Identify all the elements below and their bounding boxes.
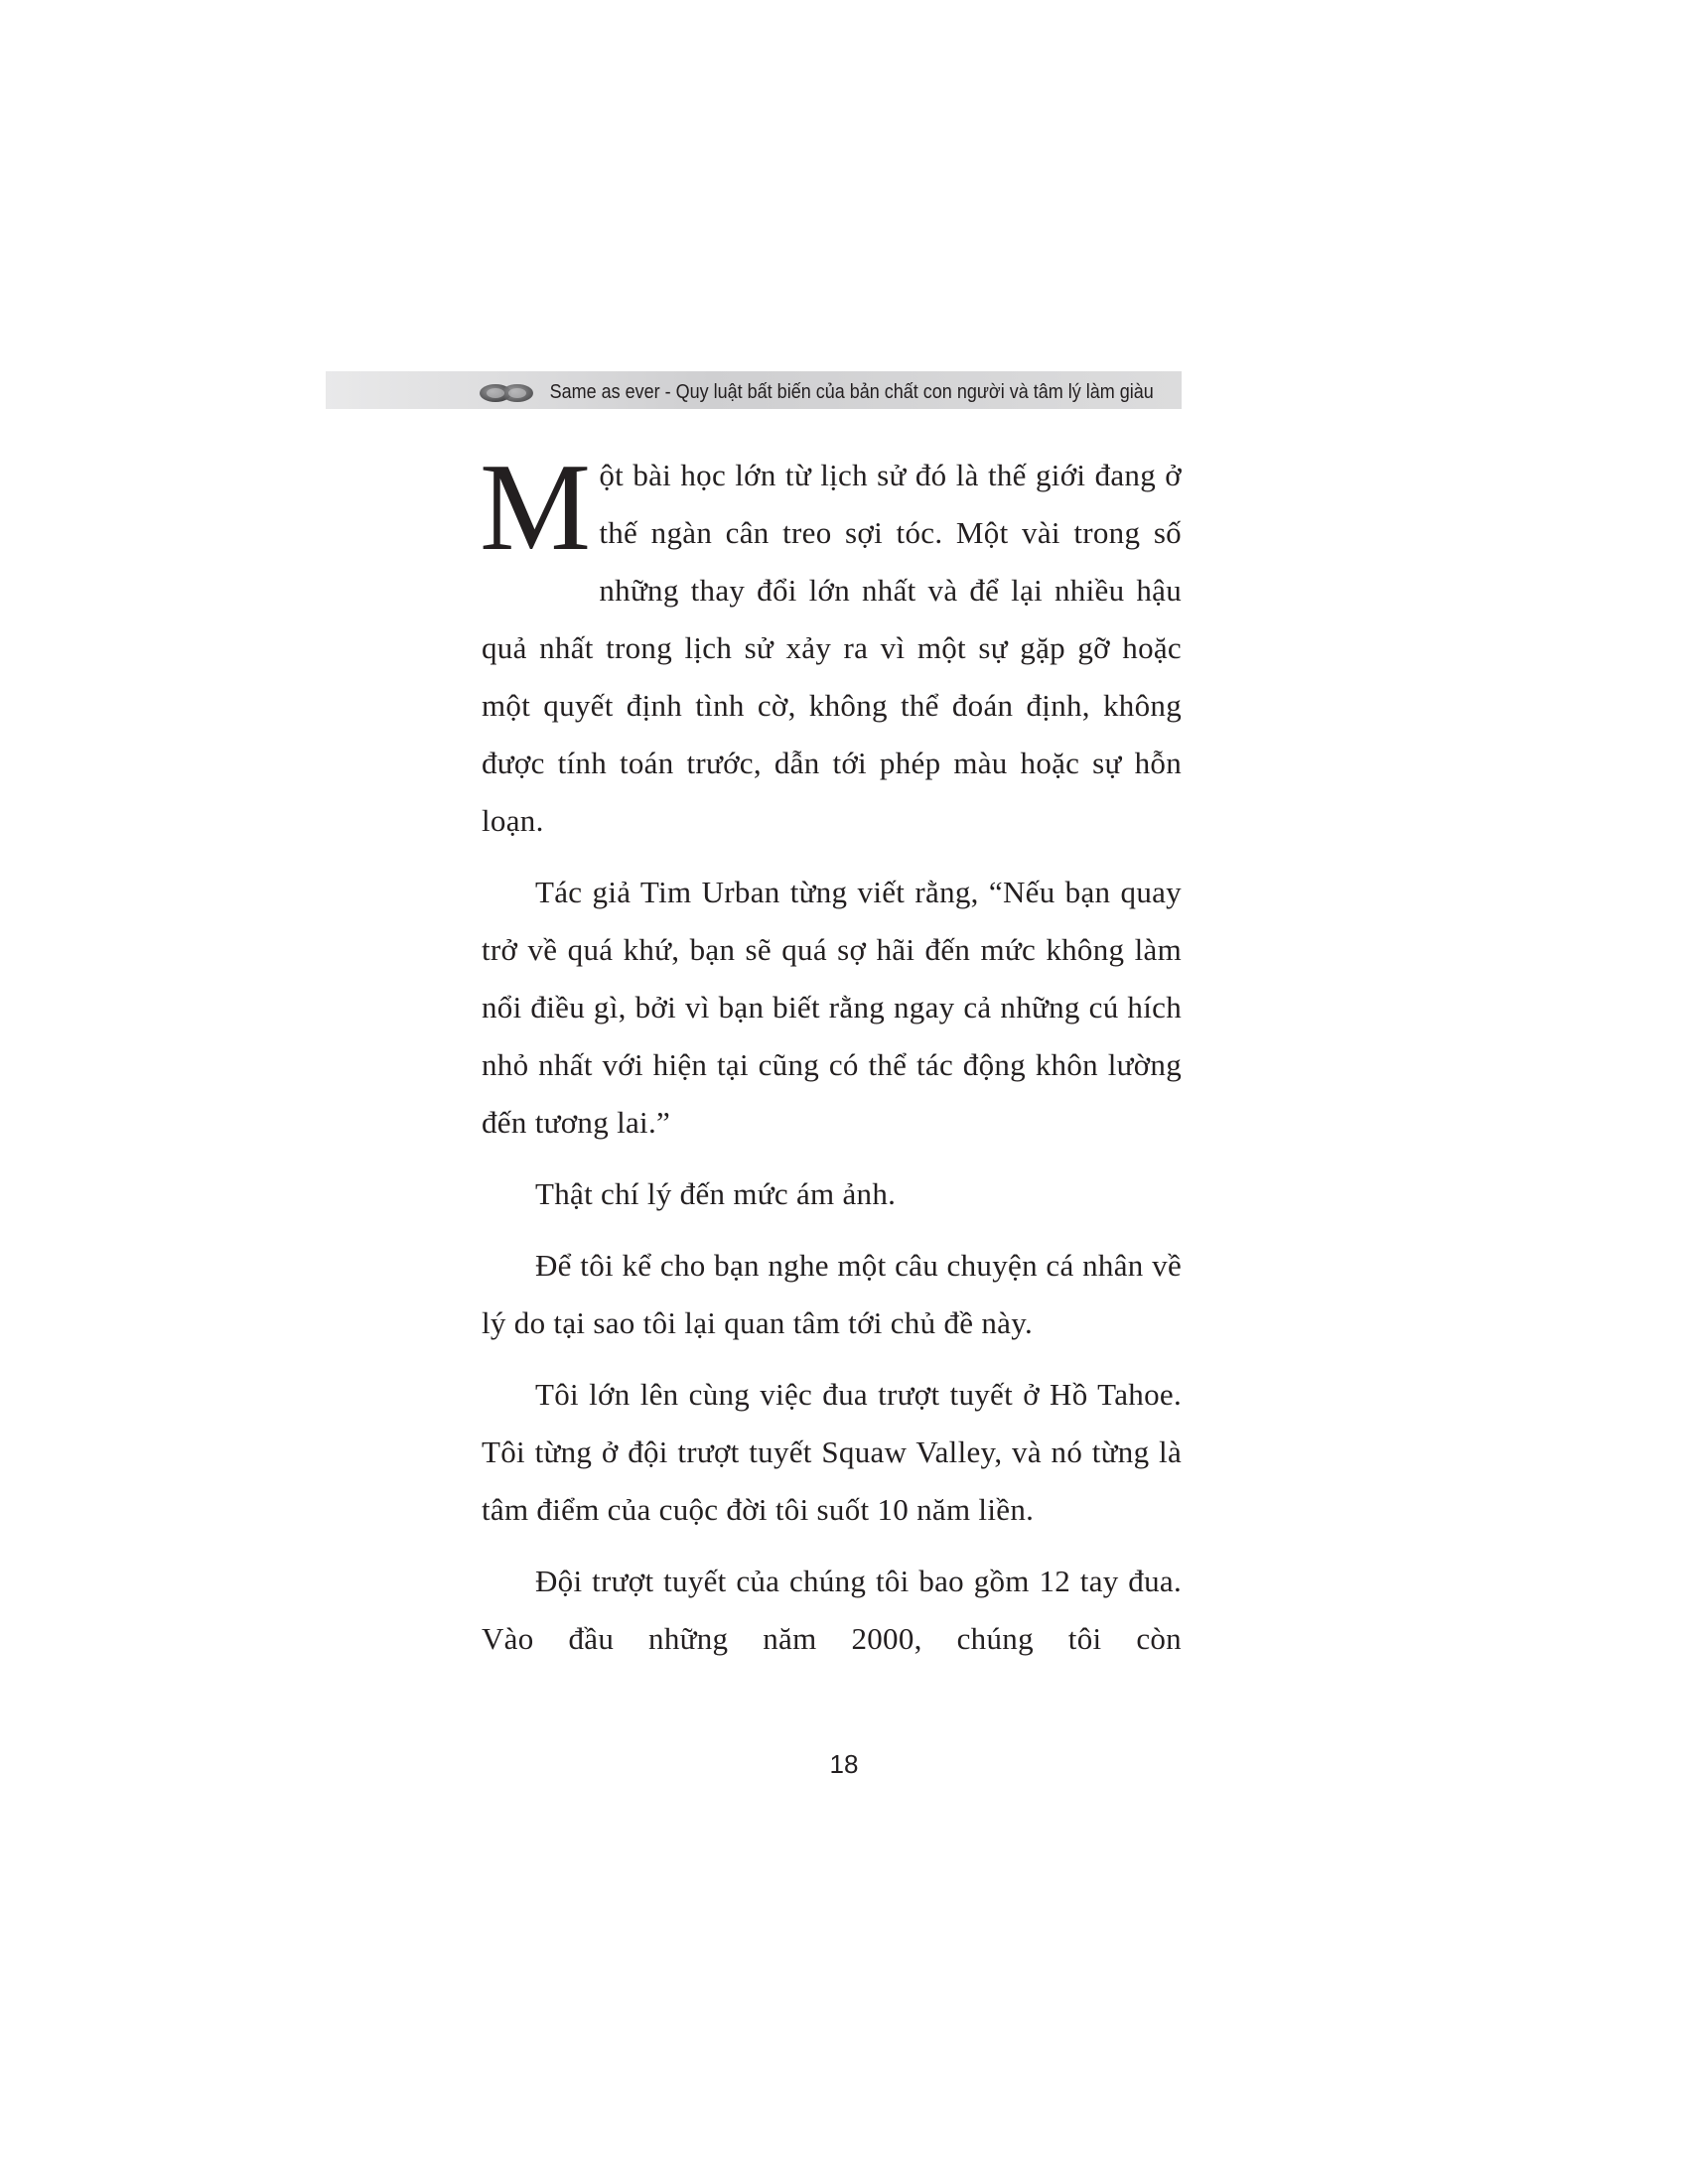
- paragraph: Tôi lớn lên cùng việc đua trượt tuyết ở Hồ Tahoe. Tôi từng ở đội trượt tuyết Squaw Valley, và nó từng là tâm điểm của cuộc đời tôi suốt 10 năm liền.: [482, 1377, 1182, 1527]
- paragraph: Tác giả Tim Urban từng viết rằng, “Nếu bạn quay trở về quá khứ, bạn sẽ quá sợ hãi đến mức không làm nổi điều gì, bởi vì bạn biết rằng ngay cả những cú hích nhỏ nhất với hiện tại cũng có thể tác động khôn lường đến tương lai.”: [482, 875, 1182, 1140]
- opening-paragraph: [480, 439, 1182, 850]
- running-header-title: Same as ever - Quy luật bất biến của bản chất con người và tâm lý làm giàu: [549, 381, 1154, 403]
- double-ellipse-ornament-icon: [477, 382, 536, 404]
- paragraph: Thật chí lý đến mức ám ảnh.: [535, 1176, 897, 1211]
- drop-cap: M: [480, 439, 592, 577]
- page-number: 18: [829, 1749, 859, 1779]
- paragraph: Đội trượt tuyết của chúng tôi bao gồm 12 tay đua. Vào đầu những năm 2000, chúng tôi còn: [482, 1564, 1182, 1656]
- opening-paragraph-text: ột bài học lớn từ lịch sử đó là thế giới đang ở thế ngàn cân treo sợi tóc. Một vài trong số những thay đổi lớn nhất và để lại nhiều hậu quả nhất trong lịch sử xảy ra vì một sự gặp gỡ hoặc một quyết định tình cờ, không thể đoán định, không được tính toán trước, dẫn tới phép màu hoặc sự hỗn loạn.: [482, 458, 1182, 838]
- body-text: [480, 439, 1182, 1682]
- paragraph: Để tôi kể cho bạn nghe một câu chuyện cá nhân về lý do tại sao tôi lại quan tâm tới chủ đề này.: [482, 1248, 1182, 1340]
